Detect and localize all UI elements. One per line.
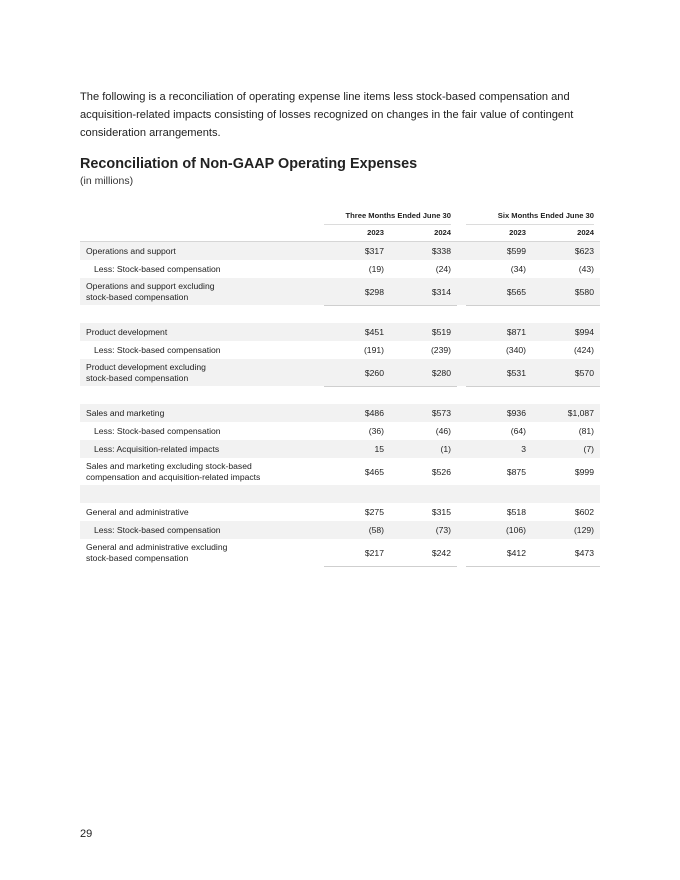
row-label: Sales and marketing excluding stock-based compensation and acquisition-related impacts	[86, 460, 261, 482]
cell-value: $875	[506, 466, 526, 477]
cell-value: $573	[431, 408, 451, 418]
table-row	[80, 341, 600, 359]
table-row-subtotal	[80, 278, 600, 305]
cell-value: 15	[374, 444, 384, 454]
cell-value: (19)	[368, 264, 384, 274]
cell-value: (340)	[505, 345, 526, 355]
table-row	[80, 260, 600, 278]
cell-value: (36)	[368, 426, 384, 436]
row-label: Operations and support excluding stock-based compensation	[86, 280, 215, 302]
cell-value: $994	[574, 327, 594, 337]
period-header-row	[80, 207, 600, 224]
year-header-row	[80, 224, 600, 242]
cell-value: $580	[574, 286, 594, 297]
section-title: Reconciliation of Non-GAAP Operating Expenses	[80, 156, 418, 172]
cell-value: $298	[364, 286, 384, 297]
cell-value: $623	[574, 246, 594, 256]
cell-value: $338	[431, 246, 451, 256]
cell-value: $473	[574, 547, 594, 558]
cell-value: $999	[574, 466, 594, 477]
row-label: Product development	[86, 326, 168, 337]
year-header: 2024	[434, 228, 451, 237]
table-row-subtotal	[80, 539, 600, 566]
cell-value: (424)	[573, 345, 594, 355]
cell-value: $315	[431, 507, 451, 517]
row-label: Less: Stock-based compensation	[94, 344, 221, 355]
cell-value: (58)	[368, 525, 384, 535]
section-subtitle: (in millions)	[80, 175, 134, 187]
cell-value: $871	[506, 327, 526, 337]
cell-value: (1)	[440, 444, 451, 454]
cell-value: (106)	[505, 525, 526, 535]
year-header: 2023	[509, 228, 526, 237]
table-row	[80, 521, 600, 539]
table-row-subtotal	[80, 458, 600, 485]
table-spacer	[80, 305, 600, 323]
cell-value: $217	[364, 547, 384, 558]
cell-value: $1,087	[567, 408, 594, 418]
reconciliation-table	[80, 207, 600, 566]
table-spacer	[80, 485, 600, 503]
subtotal-underline	[466, 566, 600, 567]
period-header-six-months: Six Months Ended June 30	[466, 207, 594, 225]
table-row	[80, 422, 600, 440]
year-header: 2024	[577, 228, 594, 237]
cell-value: (24)	[435, 264, 451, 274]
cell-value: $280	[431, 367, 451, 378]
row-label: Sales and marketing	[86, 407, 165, 418]
row-label: Less: Stock-based compensation	[94, 425, 221, 436]
row-label: Less: Stock-based compensation	[94, 263, 221, 274]
cell-value: $518	[506, 507, 526, 517]
cell-value: (73)	[435, 525, 451, 535]
cell-value: (46)	[435, 426, 451, 436]
cell-value: (43)	[578, 264, 594, 274]
cell-value: $275	[364, 507, 384, 517]
table-row	[80, 503, 600, 521]
row-label: General and administrative excluding stock-based compensation	[86, 541, 228, 563]
cell-value: $242	[431, 547, 451, 558]
row-label: Product development excluding stock-based compensation	[86, 361, 206, 383]
cell-value: (34)	[510, 264, 526, 274]
cell-value: $486	[364, 408, 384, 418]
table-row	[80, 440, 600, 458]
cell-value: (81)	[578, 426, 594, 436]
table-row-subtotal	[80, 359, 600, 386]
cell-value: $565	[506, 286, 526, 297]
cell-value: $314	[431, 286, 451, 297]
cell-value: (191)	[363, 345, 384, 355]
table-spacer	[80, 386, 600, 404]
cell-value: $317	[364, 246, 384, 256]
cell-value: $599	[506, 246, 526, 256]
subtotal-underline	[324, 566, 457, 567]
cell-value: $451	[364, 327, 384, 337]
row-label: Operations and support	[86, 245, 176, 256]
intro-paragraph: The following is a reconciliation of operating expense line items less stock-based compensation and acquisition-related impacts consisting of losses recognized on changes in the fair value of contingent consideration arrangements.	[80, 91, 574, 140]
cell-value: $936	[506, 408, 526, 418]
cell-value: (129)	[573, 525, 594, 535]
cell-value: $519	[431, 327, 451, 337]
cell-value: $465	[364, 466, 384, 477]
year-header: 2023	[367, 228, 384, 237]
cell-value: $602	[574, 507, 594, 517]
cell-value: (7)	[583, 444, 594, 454]
cell-value: (239)	[430, 345, 451, 355]
table-row	[80, 323, 600, 341]
cell-value: $260	[364, 367, 384, 378]
cell-value: $570	[574, 367, 594, 378]
cell-value: 3	[521, 444, 526, 454]
cell-value: (64)	[510, 426, 526, 436]
table-row	[80, 242, 600, 260]
cell-value: $531	[506, 367, 526, 378]
table-row	[80, 404, 600, 422]
row-label: Less: Stock-based compensation	[94, 524, 221, 535]
page-number: 29	[80, 828, 93, 840]
cell-value: $412	[506, 547, 526, 558]
period-header-three-months: Three Months Ended June 30	[324, 207, 451, 225]
cell-value: $526	[431, 466, 451, 477]
row-label: Less: Acquisition-related impacts	[94, 443, 220, 454]
row-label: General and administrative	[86, 506, 189, 517]
